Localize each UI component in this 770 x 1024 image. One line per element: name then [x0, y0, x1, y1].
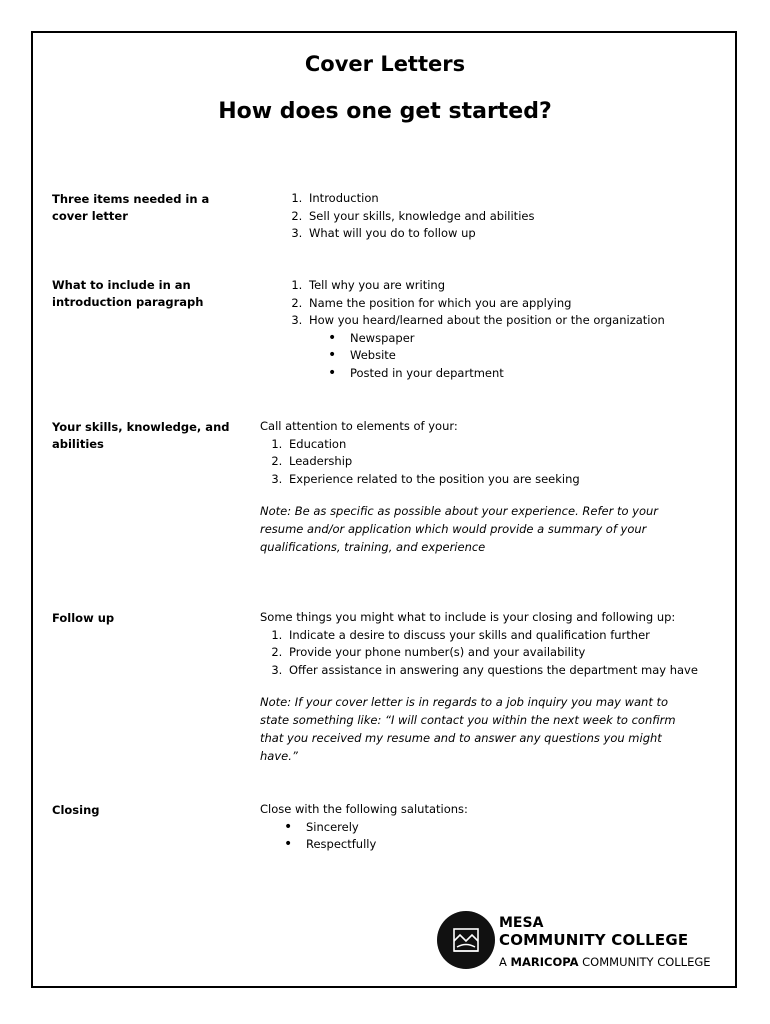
skills-note: Note: Be as specific as possible about your experience. Refer to your resume and/or application which would provide a summary of your qualifications, training, and experience [260, 504, 659, 554]
section-intro: Close with the following salutations: [260, 802, 468, 816]
introduction-list [260, 277, 720, 330]
section-label-three-items: Three items needed in a cover letter [52, 192, 210, 223]
list-item: 3. Offer assistance in answering any questions the department may have [286, 662, 720, 680]
page-subtitle: How does one get started? [218, 99, 552, 124]
list-item: • Newspaper [350, 330, 720, 348]
follow-up-list [260, 627, 720, 680]
section-label-skills: Your skills, knowledge, and abilities [52, 420, 230, 451]
list-item: 1. Indicate a desire to discuss your skills and qualification further [286, 627, 720, 645]
section-label-introduction: What to include in an introduction paragraph [52, 278, 204, 309]
logo-line3-prefix: A [499, 955, 511, 969]
page-title: Cover Letters [304, 52, 466, 76]
list-item: 2. Provide your phone number(s) and your availability [286, 644, 720, 662]
introduction-sublist [260, 330, 720, 383]
section-content-follow-up [260, 609, 720, 765]
list-item: 2. Leadership [286, 453, 720, 471]
list-item: • Respectfully [306, 836, 720, 854]
logo-line3 [499, 956, 711, 969]
follow-up-note: Note: If your cover letter is in regards to a job inquiry you may want to state something like: “I will contact you within the next week to confirm that you received my resume and to answer any questions you might have.” [260, 695, 676, 763]
logo-line3-suffix: COMMUNITY COLLEGE [578, 955, 711, 969]
section-intro: Some things you might what to include is your closing and following up: [260, 610, 676, 624]
list-item: • Posted in your department [350, 365, 720, 383]
section-content-introduction [260, 277, 720, 382]
logo-line2: COMMUNITY COLLEGE [499, 931, 689, 949]
section-label-follow-up: Follow up [52, 611, 115, 625]
mesa-community-college-logo [437, 911, 727, 973]
list-item: 3. What will you do to follow up [306, 225, 720, 243]
list-item: • Sincerely [306, 819, 720, 837]
section-label-closing: Closing [52, 803, 100, 817]
list-item: 3. How you heard/learned about the position or the organization [306, 312, 720, 330]
logo-line3-bold: MARICOPA [510, 955, 579, 969]
list-item: 1. Tell why you are writing [306, 277, 720, 295]
section-intro: Call attention to elements of your: [260, 419, 458, 433]
logo-line1: MESA [499, 915, 544, 931]
section-content-closing [260, 801, 720, 854]
section-content-three-items [260, 190, 720, 243]
three-items-list [260, 190, 720, 243]
section-content-skills [260, 418, 720, 556]
mesa-logo-icon [437, 911, 495, 969]
list-item: 1. Education [286, 436, 720, 454]
list-item: 2. Name the position for which you are applying [306, 295, 720, 313]
closing-bullets [260, 819, 720, 854]
skills-list [260, 436, 720, 489]
list-item: • Website [350, 347, 720, 365]
list-item: 3. Experience related to the position you are seeking [286, 471, 720, 489]
list-item: 2. Sell your skills, knowledge and abilities [306, 208, 720, 226]
list-item: 1. Introduction [306, 190, 720, 208]
